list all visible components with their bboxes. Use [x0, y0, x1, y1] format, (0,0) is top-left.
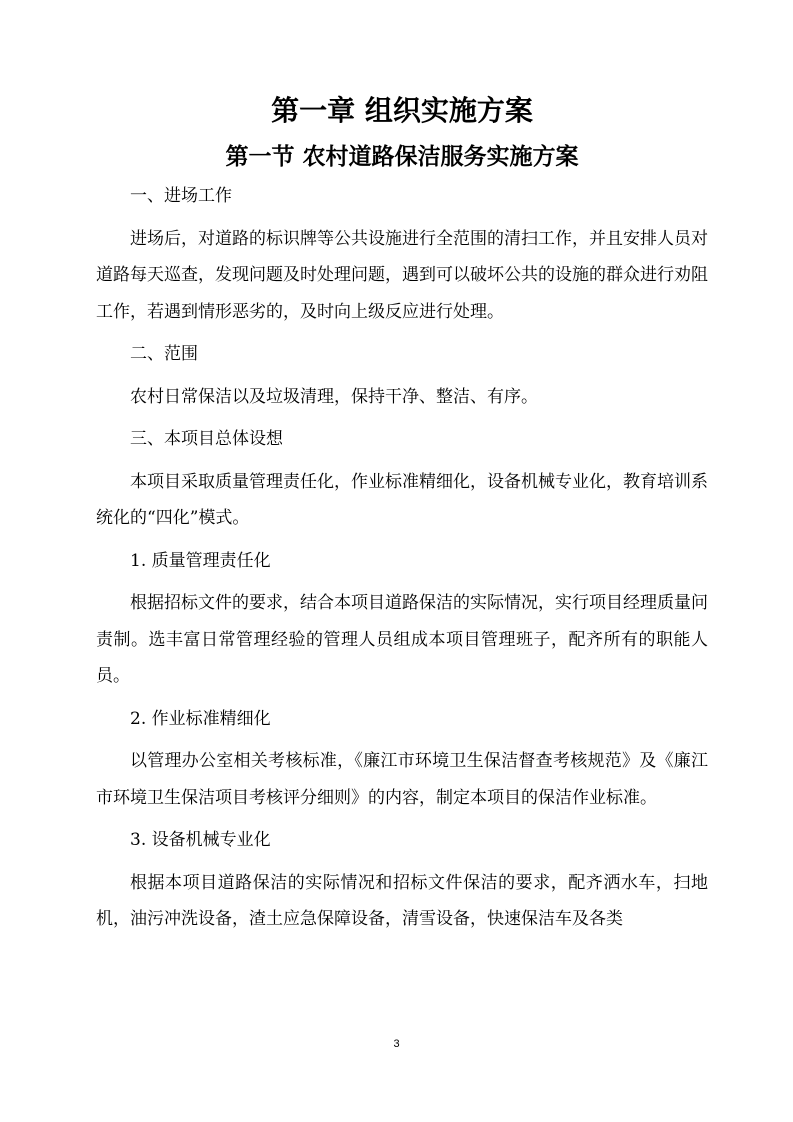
paragraph-overall-plan: 本项目采取质量管理责任化，作业标准精细化，设备机械专业化，教育培训系统化的“四化”模式。: [96, 471, 708, 528]
paragraph-scope: 农村日常保洁以及垃圾清理，保持干净、整洁、有序。: [130, 386, 538, 407]
page-number: 3: [393, 1038, 400, 1050]
document-body: [96, 88, 708, 938]
heading-entry-work: 一、进场工作: [130, 186, 232, 206]
section-title: 第一节 农村道路保洁服务实施方案: [225, 144, 579, 170]
paragraph-work-standards: 以管理办公室相关考核标准，《廉江市环境卫生保洁督查考核规范》及《廉江市环境卫生保洁项目考核评分细则》的内容，制定本项目的保洁作业标准。: [96, 751, 708, 808]
paragraph-entry-work: 进场后，对道路的标识牌等公共设施进行全范围的清扫工作，并且安排人员对道路每天巡查，发现问题及时处理问题，遇到可以破坏公共的设施的群众进行劝阻工作，若遇到情形恶劣的，及时向上级反应进行处理。: [96, 228, 708, 322]
chapter-title: 第一章 组织实施方案: [271, 94, 533, 127]
heading-scope: 二、范围: [130, 344, 198, 364]
heading-equipment: 3. 设备机械专业化: [130, 830, 271, 850]
paragraph-equipment: 根据本项目道路保洁的实际情况和招标文件保洁的要求，配齐洒水车，扫地机，油污冲洗设备，渣土应急保障设备，清雪设备，快速保洁车及各类: [96, 872, 708, 929]
heading-work-standards: 2. 作业标准精细化: [130, 708, 271, 729]
heading-overall-plan: 三、本项目总体设想: [130, 429, 283, 449]
paragraph-quality-management: 根据招标文件的要求，结合本项目道路保洁的实际情况，实行项目经理质量问责制。选丰富日常管理经验的管理人员组成本项目管理班子，配齐所有的职能人员。: [96, 593, 708, 686]
heading-quality-management: 1. 质量管理责任化: [130, 550, 271, 571]
